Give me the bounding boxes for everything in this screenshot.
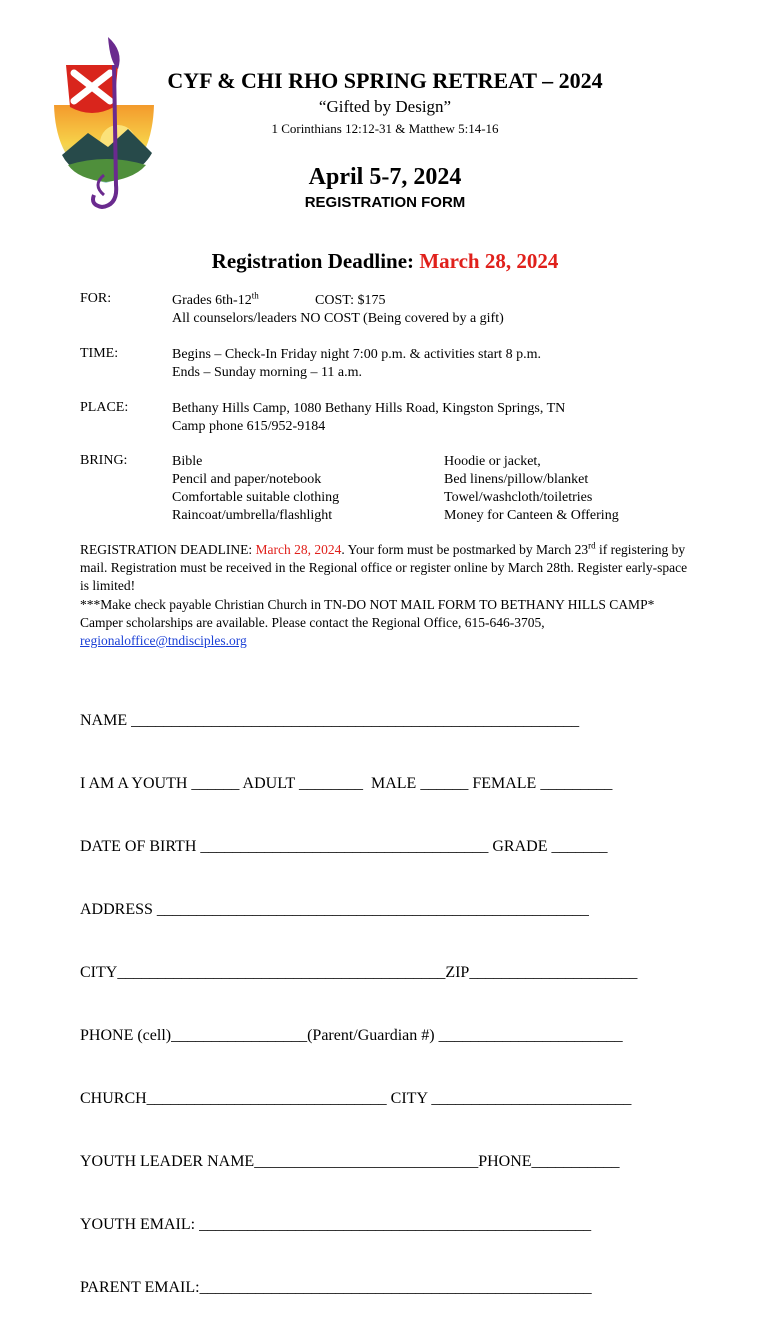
list-item: Bible (172, 454, 203, 469)
birth-grade-field[interactable]: DATE OF BIRTH ____________________________________ GRADE _______ (80, 838, 608, 855)
notice-deadline-label: REGISTRATION DEADLINE: (80, 542, 256, 557)
payment-paragraph: ***Make check payable Christian Church in TN-DO NOT MAIL FORM TO BETHANY HILLS CAMP* Camper scholarships are available. Please contact the Regional Office, 615-646-3705, (80, 596, 655, 630)
list-item: Comfortable suitable clothing (172, 490, 340, 505)
bring-list-left (172, 453, 339, 525)
retreat-theme: “Gifted by Design” (318, 97, 452, 116)
form-title: REGISTRATION FORM (304, 194, 466, 211)
youth-adult-gender-field[interactable]: I AM A YOUTH ______ ADULT ________ MALE ______ FEMALE _________ (80, 775, 613, 792)
counselor-cost-note: All counselors/leaders NO COST (Being covered by a gift) (172, 311, 504, 326)
name-field[interactable]: NAME ________________________________________________________ (80, 712, 580, 729)
register-text: if registering by mail. Registration must be received in the Regional office or register online by March 28th. Register early-space is limited! (80, 542, 688, 594)
phone-field[interactable]: PHONE (cell)_________________(Parent/Guardian #) _______________________ (80, 1027, 623, 1044)
time-ends: Ends – Sunday morning – 11 a.m. (172, 365, 363, 380)
bring-label: BRING: (80, 453, 128, 468)
deadline-date: March 28, 2024 (419, 249, 559, 273)
postmark-text: . Your form must be postmarked by March 23 (341, 542, 589, 557)
registration-deadline-heading (0, 249, 770, 274)
city-zip-field[interactable]: CITY_________________________________________ZIP_____________________ (80, 964, 638, 981)
address-field[interactable]: ADDRESS ______________________________________________________ (80, 901, 589, 918)
list-item: Money for Canteen & Offering (444, 508, 619, 523)
time-label: TIME: (80, 346, 119, 361)
registration-fields (80, 668, 637, 1319)
place-address: Bethany Hills Camp, 1080 Bethany Hills Road, Kingston Springs, TN (172, 401, 566, 416)
deadline-label: Registration Deadline: (211, 249, 420, 273)
for-label: FOR: (80, 291, 112, 306)
notice-deadline-date: March 28, 2024 (255, 542, 342, 557)
list-item: Hoodie or jacket, (444, 454, 541, 469)
scripture-reference: 1 Corinthians 12:12-31 & Matthew 5:14-16 (271, 121, 499, 136)
place-label: PLACE: (80, 400, 129, 415)
parent-email-field[interactable]: PARENT EMAIL:_________________________________________________ (80, 1279, 592, 1296)
time-begins: Begins – Check-In Friday night 7:00 p.m. & activities start 8 p.m. (172, 347, 542, 362)
regional-office-email-link[interactable]: regionaloffice@tndisciples.org (80, 633, 247, 649)
youth-email-field[interactable]: YOUTH EMAIL: _________________________________________________ (80, 1216, 592, 1233)
registration-notice (80, 541, 695, 650)
grades-superscript: th (251, 290, 259, 301)
bring-list-right (444, 453, 619, 525)
grades-text: Grades 6th-12 (172, 293, 252, 308)
event-date: April 5-7, 2024 (308, 164, 462, 190)
list-item: Raincoat/umbrella/flashlight (172, 508, 333, 523)
list-item: Towel/washcloth/toiletries (444, 490, 593, 505)
deadline-paragraph (80, 541, 695, 596)
postmark-superscript: rd (588, 540, 596, 551)
list-item: Pencil and paper/notebook (172, 472, 322, 487)
list-item: Bed linens/pillow/blanket (444, 472, 589, 487)
church-city-field[interactable]: CHURCH______________________________ CITY _________________________ (80, 1090, 632, 1107)
youth-leader-field[interactable]: YOUTH LEADER NAME____________________________PHONE___________ (80, 1153, 620, 1170)
camp-phone: Camp phone 615/952-9184 (172, 419, 326, 434)
for-grades (172, 292, 259, 310)
retreat-title: CYF & CHI RHO SPRING RETREAT – 2024 (167, 68, 603, 93)
cost: COST: $175 (315, 293, 386, 308)
